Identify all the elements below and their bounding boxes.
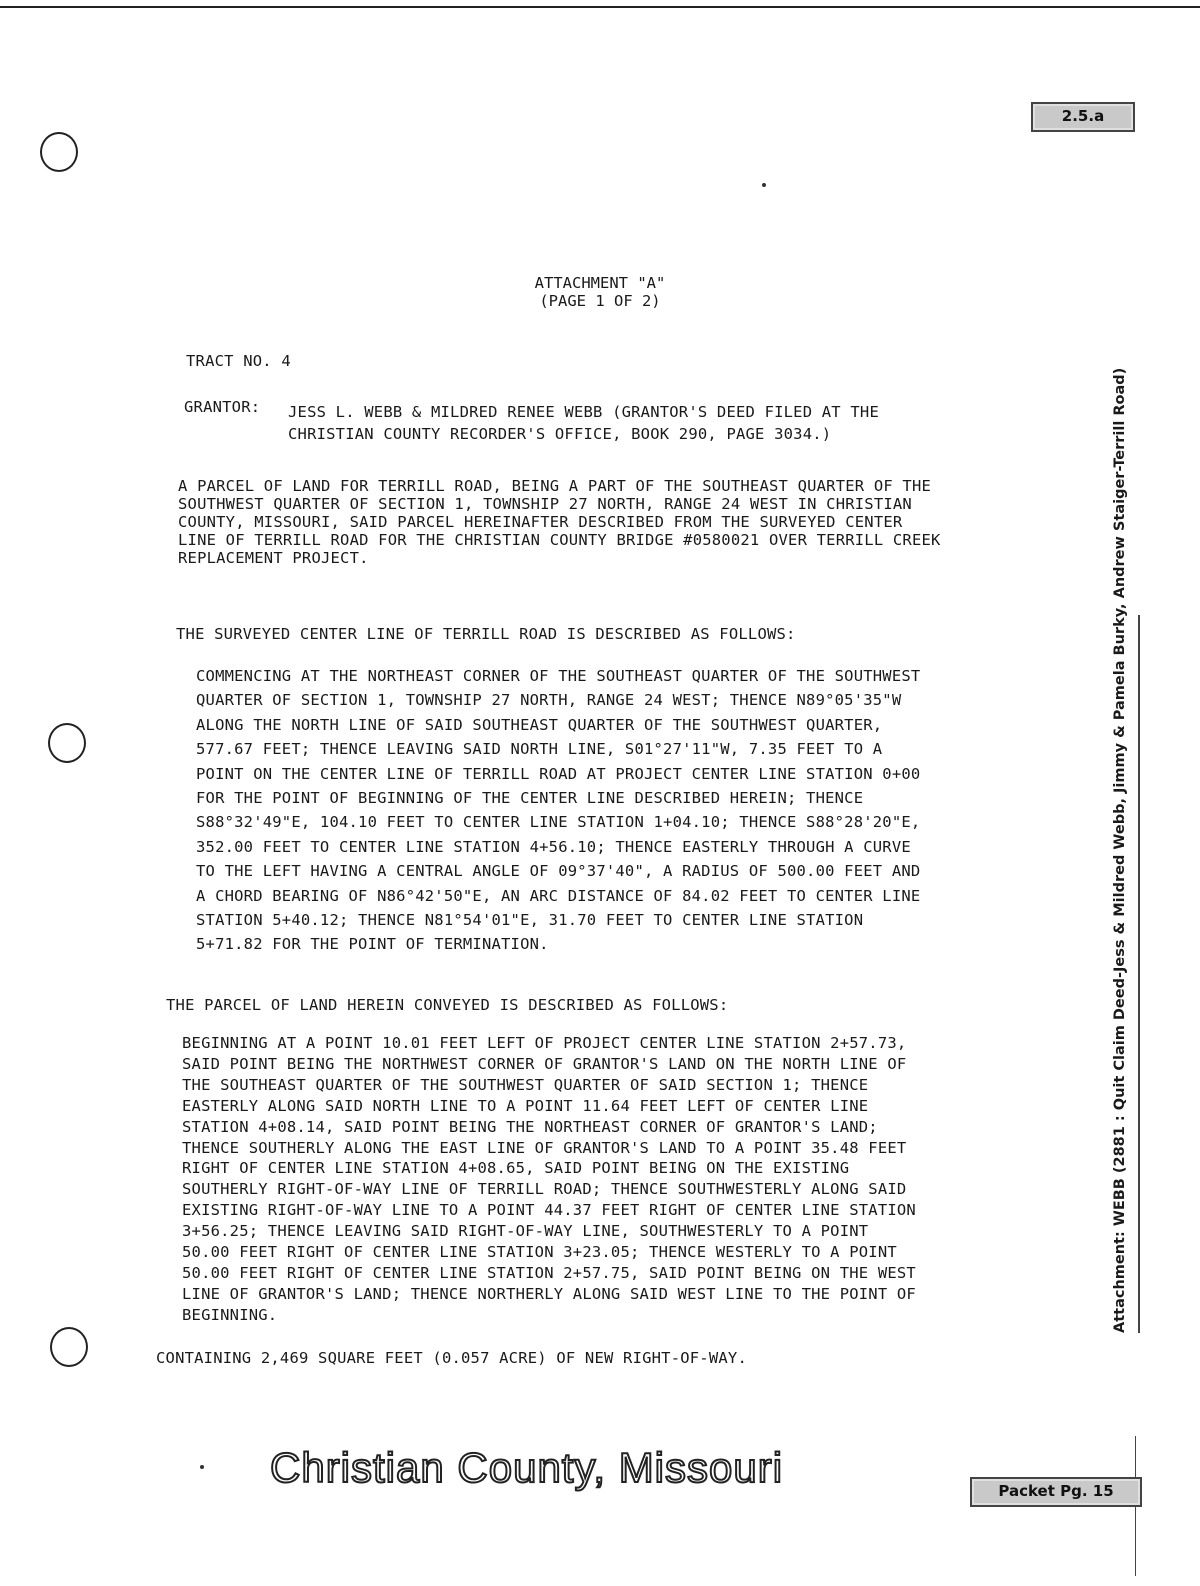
grantor-block: [288, 401, 879, 445]
attachment-title: [450, 274, 750, 310]
grantor-label: GRANTOR:: [184, 398, 261, 416]
page-top-border: [0, 6, 1200, 8]
binder-hole-bottom: [50, 1327, 88, 1367]
centerline-heading: THE SURVEYED CENTER LINE OF TERRILL ROAD IS DESCRIBED AS FOLLOWS:: [176, 625, 796, 643]
area-statement: CONTAINING 2,469 SQUARE FEET (0.057 ACRE) OF NEW RIGHT-OF-WAY.: [156, 1349, 747, 1367]
centerline-description: COMMENCING AT THE NORTHEAST CORNER OF THE SOUTHEAST QUARTER OF THE SOUTHWEST QUARTER OF SECTION 1, TOWNSHIP 27 NORTH, RANGE 24 WEST; THENCE N89°05'35"W ALONG THE NORTH LINE OF SAID SOUTHEAST QUARTER OF THE SOUTHWEST QUARTER, 577.67 FEET; THENCE LEAVING SAID NORTH LINE, S01°27'11"W, 7.35 FEET TO A POINT ON THE CENTER LINE OF TERRILL ROAD AT PROJECT CENTER LINE STATION 0+00 FOR THE POINT OF BEGINNING OF THE CENTER LINE DESCRIBED HEREIN; THENCE S88°32'49"E, 104.10 FEET TO CENTER LINE STATION 1+04.10; THENCE S88°28'20"E, 352.00 FEET TO CENTER LINE STATION 4+56.10; THENCE EASTERLY THROUGH A CURVE TO THE LEFT HAVING A CENTRAL ANGLE OF 09°37'40", A RADIUS OF 500.00 FEET AND A CHORD BEARING OF N86°42'50"E, AN ARC DISTANCE OF 84.02 FEET TO CENTER LINE STATION 5+40.12; THENCE N81°54'01"E, 31.70 FEET TO CENTER LINE STATION 5+71.82 FOR THE POINT OF TERMINATION.: [196, 667, 921, 954]
parcel-heading: THE PARCEL OF LAND HEREIN CONVEYED IS DESCRIBED AS FOLLOWS:: [166, 996, 729, 1014]
attachment-title-line: ATTACHMENT "A": [534, 274, 666, 292]
parcel-description: BEGINNING AT A POINT 10.01 FEET LEFT OF PROJECT CENTER LINE STATION 2+57.73, SAID POINT BEING THE NORTHWEST CORNER OF GRANTOR'S LAND ON THE NORTH LINE OF THE SOUTHEAST QUARTER OF THE SOUTHWEST QUARTER OF SAID SECTION 1; THENCE EASTERLY ALONG SAID NORTH LINE TO A POINT 11.64 FEET LEFT OF CENTER LINE STATION 4+08.14, SAID POINT BEING THE NORTHEAST CORNER OF GRANTOR'S LAND; THENCE SOUTHERLY ALONG THE EAST LINE OF GRANTOR'S LAND TO A POINT 35.48 FEET RIGHT OF CENTER LINE STATION 4+08.65, SAID POINT BEING ON THE EXISTING SOUTHERLY RIGHT-OF-WAY LINE OF TERRILL ROAD; THENCE SOUTHWESTERLY ALONG SAID EXISTING RIGHT-OF-WAY LINE TO A POINT 44.37 FEET RIGHT OF CENTER LINE STATION 3+56.25; THENCE LEAVING SAID RIGHT-OF-WAY LINE, SOUTHWESTERLY TO A POINT 50.00 FEET RIGHT OF CENTER LINE STATION 3+23.05; THENCE WESTERLY TO A POINT 50.00 FEET RIGHT OF CENTER LINE STATION 2+57.75, SAID POINT BEING ON THE WEST LINE OF GRANTOR'S LAND; THENCE NORTHERLY ALONG SAID WEST LINE TO THE POINT OF BEGINNING.: [182, 1034, 916, 1324]
attachment-page-count: (PAGE 1 OF 2): [539, 292, 661, 310]
grantor-line-2: CHRISTIAN COUNTY RECORDER'S OFFICE, BOOK 290, PAGE 3034.): [288, 425, 832, 443]
binder-hole-top: [40, 132, 78, 172]
county-footer-brand: Christian County, Missouri: [270, 1444, 784, 1491]
grantor-line-1: JESS L. WEBB & MILDRED RENEE WEBB (GRANTOR'S DEED FILED AT THE: [288, 403, 879, 421]
scan-speck: [762, 183, 766, 187]
attachment-side-label: Attachment: WEBB (2881 : Quit Claim Deed-Jess & Mildred Webb, Jimmy & Pamela Burky, Andrew Staiger-Terrill Road): [1112, 367, 1128, 1333]
scan-speck: [200, 1465, 204, 1469]
tract-number: TRACT NO. 4: [186, 352, 291, 370]
side-rule: [1138, 615, 1140, 1333]
packet-page-stamp: Packet Pg. 15: [970, 1477, 1142, 1507]
agenda-item-stamp: 2.5.a: [1031, 102, 1135, 132]
parcel-intro-paragraph: A PARCEL OF LAND FOR TERRILL ROAD, BEING A PART OF THE SOUTHEAST QUARTER OF THE SOUTHWEST QUARTER OF SECTION 1, TOWNSHIP 27 NORTH, RANGE 24 WEST IN CHRISTIAN COUNTY, MISSOURI, SAID PARCEL HEREINAFTER DESCRIBED FROM THE SURVEYED CENTER LINE OF TERRILL ROAD FOR THE CHRISTIAN COUNTY BRIDGE #0580021 OVER TERRILL CREEK REPLACEMENT PROJECT.: [178, 477, 941, 567]
binder-hole-middle: [48, 723, 86, 763]
